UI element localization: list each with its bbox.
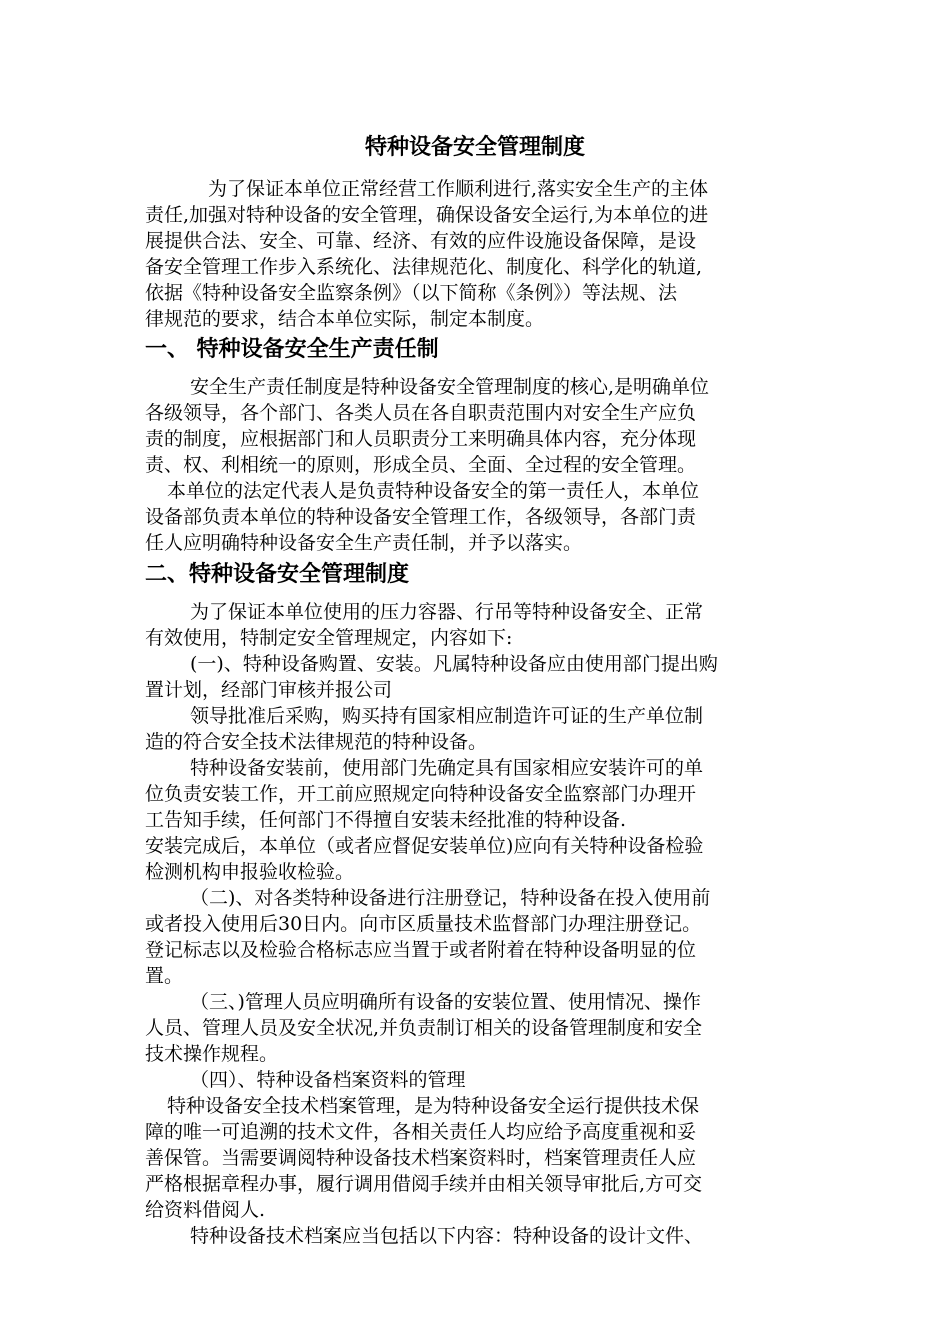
paragraph-line: （二)、对各类特种设备进行注册登记，特种设备在投入使用前 [190, 887, 711, 909]
paragraph-line: 特种设备安全技术档案管理，是为特种设备安全运行提供技术保 [167, 1095, 700, 1117]
section-heading-2: 二、特种设备安全管理制度 [145, 562, 410, 587]
paragraph-line: 障的唯一可追溯的技术文件，各相关责任人均应给予高度重视和妥 [145, 1121, 697, 1143]
paragraph-line: 工告知手续，任何部门不得擅自安装未经批准的特种设备. [145, 809, 627, 831]
paragraph-line: 安装完成后，本单位（或者应督促安装单位)应向有关特种设备检验 [145, 835, 704, 857]
section-heading-1: 一、 特种设备安全生产责任制 [145, 337, 439, 362]
paragraph-line: 严格根据章程办事，履行调用借阅手续并由相关领导审批后,方可交 [145, 1173, 703, 1195]
paragraph-line: 各级领导，各个部门、各类人员在各自职责范围内对安全生产应负 [145, 402, 697, 424]
paragraph-line: 领导批准后采购，购买持有国家相应制造许可证的生产单位制 [190, 705, 704, 727]
paragraph-line: 设备部负责本单位的特种设备安全管理工作，各级领导，各部门责 [145, 506, 697, 528]
paragraph-line: 造的符合安全技术法律规范的特种设备。 [145, 731, 488, 753]
paragraph-line: （三、)管理人员应明确所有设备的安装位置、使用情况、操作 [190, 991, 701, 1013]
intro-line: 律规范的要求，结合本单位实际，制定本制度。 [145, 308, 545, 330]
paragraph-line: 责的制度，应根据部门和人员职责分工来明确具体内容，充分体现 [145, 428, 697, 450]
paragraph-line: 任人应明确特种设备安全生产责任制，并予以落实。 [145, 532, 583, 554]
paragraph-line: 置计划，经部门审核并报公司 [145, 679, 393, 701]
intro-line: 备安全管理工作步入系统化、法律规范化、制度化、科学化的轨道, [145, 256, 703, 278]
paragraph-line: 善保管。当需要调阅特种设备技术档案资料时，档案管理责任人应 [145, 1147, 697, 1169]
paragraph-line: 登记标志以及检验合格标志应当置于或者附着在特种设备明显的位 [145, 939, 697, 961]
paragraph-line: 本单位的法定代表人是负责特种设备安全的第一责任人，本单位 [167, 480, 700, 502]
paragraph-line: 责、权、利相统一的原则，形成全员、全面、全过程的安全管理。 [145, 454, 697, 476]
intro-line: 责任,加强对特种设备的安全管理，确保设备安全运行,为本单位的进 [145, 204, 709, 226]
paragraph-line: 技术操作规程。 [145, 1043, 279, 1065]
intro-line: 展提供合法、安全、可靠、经济、有效的应件设施设备保障，是设 [145, 230, 697, 252]
intro-line: 依据《特种设备安全监察条例》（以下简称《条例》）等法规、法 [145, 282, 678, 304]
paragraph-line: 给资料借阅人. [145, 1199, 266, 1221]
paragraph-line: 检测机构申报验收检验。 [145, 861, 355, 883]
paragraph-line: 人员、管理人员及安全状况,并负责制订相关的设备管理制度和安全 [145, 1017, 703, 1039]
paragraph-line: 为了保证本单位使用的压力容器、行吊等特种设备安全、正常 [190, 601, 704, 623]
paragraph-line: 或者投入使用后30日内。向市区质量技术监督部门办理注册登记。 [145, 913, 702, 935]
paragraph-line: 安全生产责任制度是特种设备安全管理制度的核心,是明确单位 [190, 376, 710, 398]
paragraph-line: （四）、特种设备档案资料的管理 [190, 1069, 466, 1091]
paragraph-line: 特种设备安装前，使用部门先确定具有国家相应安装许可的单 [190, 757, 704, 779]
paragraph-line: 有效使用，特制定安全管理规定，内容如下: [145, 627, 513, 649]
paragraph-line: 置。 [145, 965, 184, 987]
intro-line: 为了保证本单位正常经营工作顺利进行,落实安全生产的主体 [208, 178, 709, 200]
paragraph-line: 特种设备技术档案应当包括以下内容：特种设备的设计文件、 [190, 1225, 704, 1247]
document-title: 特种设备安全管理制度 [364, 135, 585, 160]
paragraph-line: 位负责安装工作，开工前应照规定向特种设备安全监察部门办理开 [145, 783, 697, 805]
paragraph-line: (一)、特种设备购置、安装。凡属特种设备应由使用部门提出购 [190, 653, 718, 675]
